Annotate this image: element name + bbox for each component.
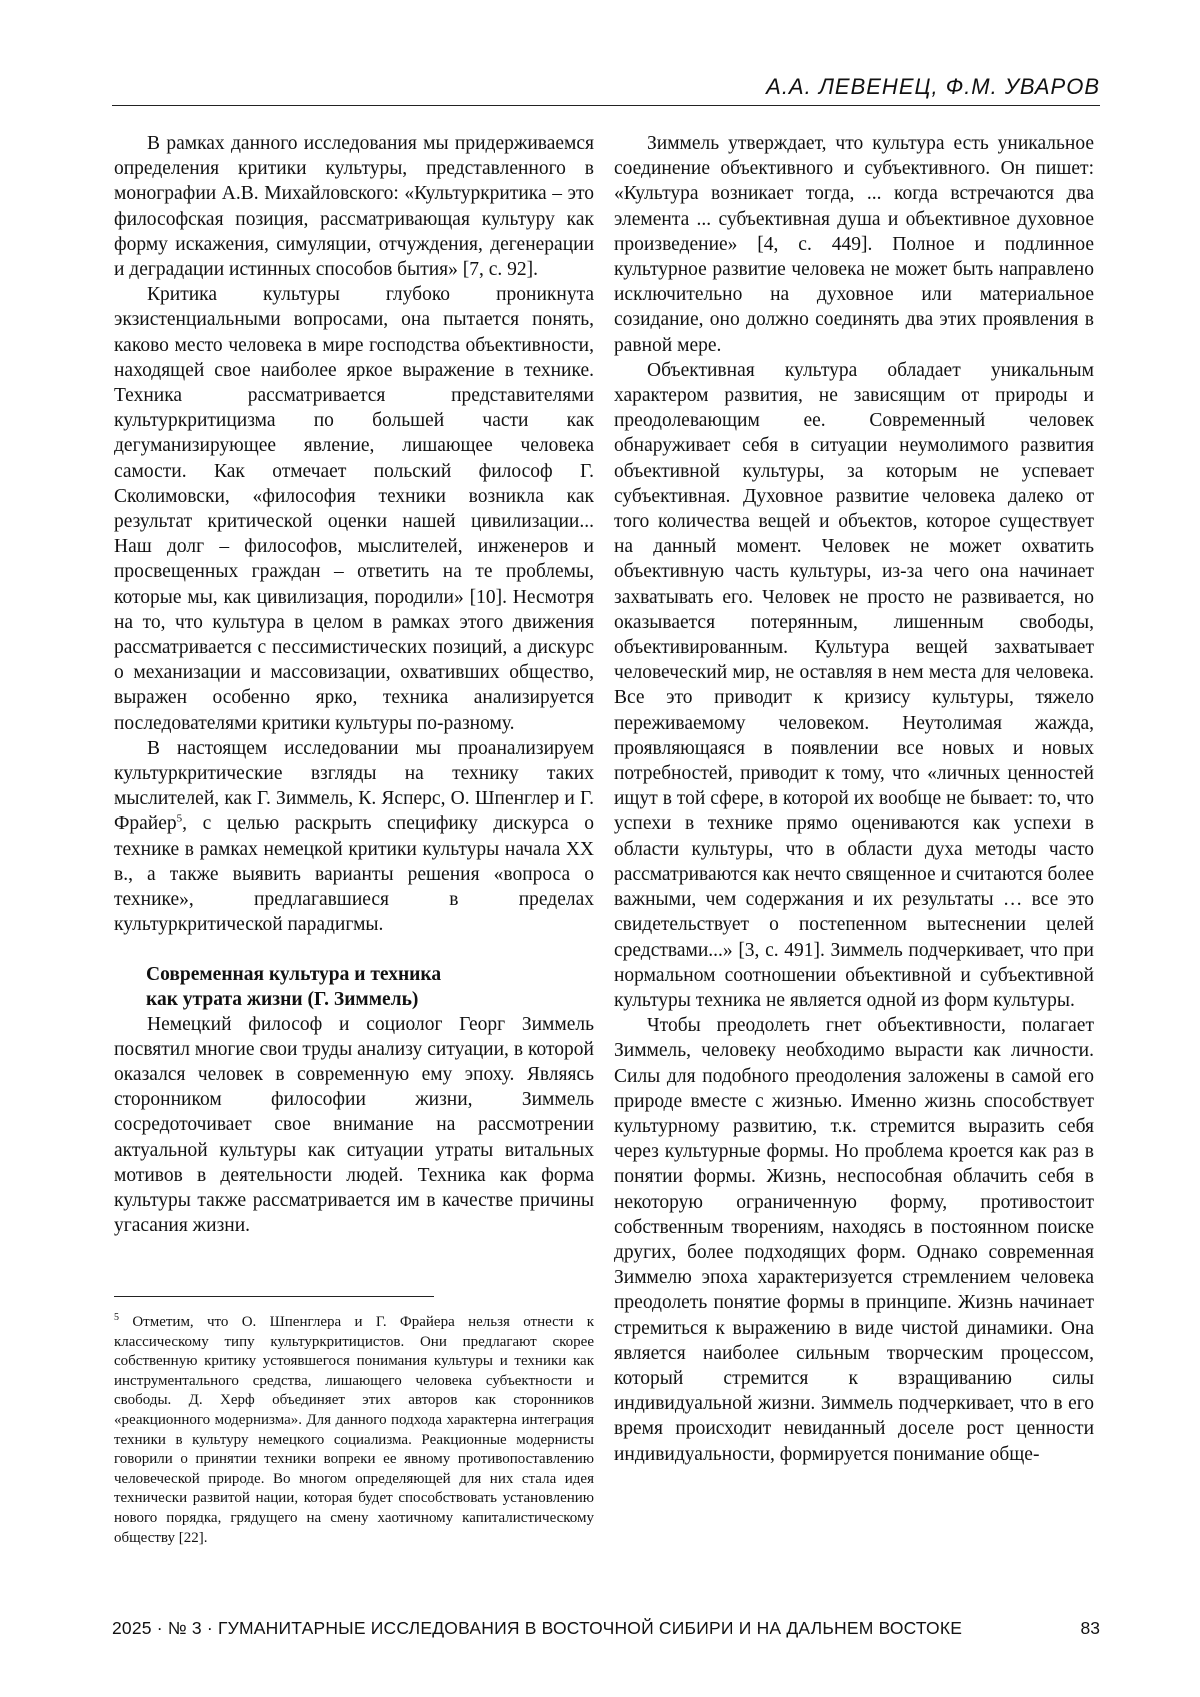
paragraph: Зиммель утверждает, что культура есть уникальное соединение объективного и субъективного. Он пишет: «Культура возникает тогда, ... когда встречаются два элемента ... субъективная душа и объективное духовное произведение» [4, с. 449]. Полное и подлинное культурное развитие человека не может быть направлено исключительно на духовное или материальное созидание, оно должно соединять два этих проявления в равной мере. — [614, 133, 1094, 356]
paragraph-text: , с целью раскрыть специфику дискурса о технике в рамках немецкой критики культуры начала XX в., а также выявить варианты решения «вопроса о технике», предлагавшиеся в пределах культуркритической парадигмы. — [114, 813, 594, 936]
section-heading-line: Современная культура и техника — [146, 963, 442, 985]
running-header-authors: А.А. ЛЕВЕНЕЦ, Ф.М. УВАРОВ — [766, 74, 1100, 99]
left-column — [114, 131, 594, 1238]
paragraph — [114, 736, 594, 938]
paragraph-text: В настоящем исследовании мы проанализируем культуркритические взгляды на технику таких мыслителей, как Г. Зиммель, К. Ясперс, О. Шпенглер и Г. Фрайер — [114, 737, 594, 835]
footnote-mark: 5 — [114, 1312, 119, 1323]
footnote-reference[interactable]: 5 — [176, 812, 183, 825]
right-column — [614, 131, 1094, 1467]
footnote-rule — [114, 1296, 434, 1297]
section-heading-line: как утрата жизни (Г. Зиммель) — [146, 988, 419, 1010]
paragraph: Объективная культура обладает уникальным характером развития, не зависящим от природы и преодолевающим ее. Современный человек обнаруживает себя в ситуации неумолимого развития объективной культуры, за которым не успевает субъективная. Духовное развитие человека далеко от того количества вещей и объектов, которое существует на данный момент. Человек не может охватить объективную часть культуры, из-за чего она начинает захватывать его. Человек не просто не развивается, но оказывается потерянным, лишенным свободы, объективированным. Культура вещей захватывает человеческий мир, не оставляя в нем места для человека. Все это приводит к кризису культуры, тяжело переживаемому человеком. Неутолимая жажда, проявляющаяся в появлении все новых и новых потребностей, приводит к тому, что «личных ценностей ищут в той сфере, в которой их вообще не бывает: то, что успехи в технике прямо оцениваются как успехи в области культуры, что в области духа методы часто рассматриваются как нечто священное и считаются более важными, чем содержания и их результаты … все это свидетельствует о постепенном вытеснении целей средствами...» [3, с. 491]. Зиммель подчеркивает, что при нормальном соотношении объективной и субъективной культуры техника не является одной из форм культуры. — [614, 359, 1094, 1011]
header-rule — [112, 105, 1100, 106]
paragraph: В рамках данного исследования мы придерживаемся определения критики культуры, представленного в монографии А.В. Михайловского: «Культуркритика – это философская позиция, рассматривающая культуру как форму искажения, симуляции, отчуждения, дегенерации и деградации истинных способов бытия» [7, с. 92]. — [114, 133, 594, 281]
footnote-text: Отметим, что О. Шпенглера и Г. Фрайера нельзя отнести к классическому типу культуркритицистов. Они предлагают скорее собственную критику устоявшегося понимания культуры и техники как инструментального средства, лишающего человека субъектности и свободы. Д. Херф объединяет этих авторов как сторонников «реакционного модернизма». Для данного подхода характерна интеграция техники в культуру немецкого социализма. Реакционные модернисты говорили о принятии техники вопреки ее явному противопоставлению человеческой природе. Во многом определяющей для них стала идея технически развитой нации, которая будет способствовать установлению нового порядка, грядущего на смену хаотичному капиталистическому обществу [22]. — [114, 1314, 594, 1546]
paragraph: Критика культуры глубоко проникнута экзистенциальными вопросами, она пытается понять, каково место человека в мире господства объективности, находящей свое наиболее яркое выражение в технике. Техника рассматривается представителями культуркритицизма по большей части как дегуманизирующее явление, лишающее человека самости. Как отмечает польский философ Г. Сколимовски, «философия техники возникла как результат критической оценки нашей цивилизации... Наш долг – философов, мыслителей, инженеров и просвещенных граждан – ответить на те проблемы, которые мы, как цивилизация, породили» [10]. Несмотря на то, что культура в целом в рамках этого движения рассматривается с пессимистических позиций, а дискурс о механизации и массовизации, охвативших общество, выражен особенно ярко, техника анализируется последователями критики культуры по-разному. — [114, 284, 594, 734]
footnote — [114, 1313, 594, 1548]
section-heading — [146, 962, 594, 1012]
paragraph: Чтобы преодолеть гнет объективности, полагает Зиммель, человеку необходимо вырасти как личности. Силы для подобного преодоления заложены в самой его природе вместе с жизнью. Именно жизнь способствует культурному развитию, т.к. стремится выразить себя через культурные формы. Но проблема кроется как раз в понятии формы. Жизнь, неспособная облачить себя в некоторую ограниченную форму, противостоит собственным творениям, находясь в постоянном поиске других, более подходящих форм. Однако современная Зиммелю эпоха характеризуется стремлением человека преодолеть понятие формы в принципе. Жизнь начинает стремиться к выражению в виде чистой динамики. Она является наиболее сильным творческим процессом, который стремится к взращиванию силы индивидуальной жизни. Зиммель подчеркивает, что в его время происходит невиданный доселе рост ценности индивидуальности, формируется понимание обще- — [614, 1015, 1094, 1465]
footer-journal-title: 2025 · № 3 · ГУМАНИТАРНЫЕ ИССЛЕДОВАНИЯ В ВОСТОЧНОЙ СИБИРИ И НА ДАЛЬНЕМ ВОСТОКЕ — [112, 1618, 963, 1638]
paragraph: Немецкий философ и социолог Георг Зиммель посвятил многие свои труды анализу ситуации, в которой оказался человек в современную ему эпоху. Являясь сторонником философии жизни, Зиммель сосредоточивает свое внимание на рассмотрении актуальной культуры как ситуации утраты витальных мотивов в деятельности людей. Техника как форма культуры также рассматривается им в качестве причины угасания жизни. — [114, 1013, 594, 1237]
page-number: 83 — [1080, 1618, 1100, 1638]
